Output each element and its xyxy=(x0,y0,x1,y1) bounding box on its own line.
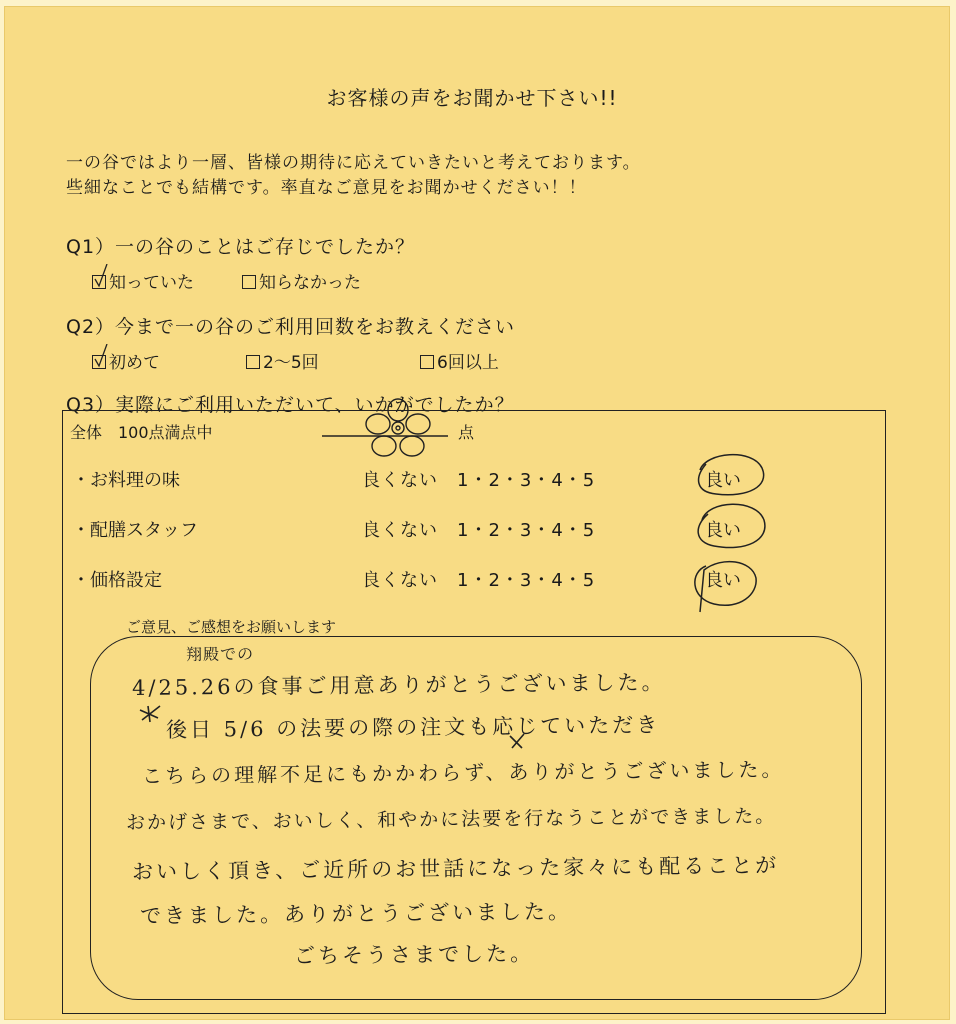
rating-label-staff: ・配膳スタッフ xyxy=(72,520,198,541)
survey-title: お客様の声をお聞かせ下さい!! xyxy=(326,86,618,110)
selected-circle-taste xyxy=(699,455,764,495)
q2-option-label: 初めて xyxy=(109,353,160,373)
rating-high-taste[interactable]: 良い xyxy=(705,470,741,491)
q3-question: Q3）実際にご利用いただいて、いかがでしたか？ xyxy=(66,394,515,416)
comment-line-6: できました。ありがとうございました。 xyxy=(139,899,573,928)
overall-score-label: 全体 100点満点中 xyxy=(70,423,213,442)
overall-score-unit: 点 xyxy=(458,423,475,442)
q2-question: Q2）今まで一の谷のご利用回数をお教えください xyxy=(66,316,516,338)
scale-low-label: 良くない xyxy=(362,520,438,541)
q2-option-label: 2～5回 xyxy=(263,353,319,373)
scale-low-label: 良くない xyxy=(362,570,438,591)
comment-line-4: おかげさまで、おいしく、和やかに法要を行なうことができました。 xyxy=(125,805,777,834)
q1-option-label: 知っていた xyxy=(109,273,194,293)
comment-line-1: 4/25.26の食事ご用意ありがとうございました。 xyxy=(131,670,666,700)
q1-question: Q1）一の谷のことはご存じでしたか？ xyxy=(66,236,416,258)
comment-line-0: 翔殿での xyxy=(185,644,255,664)
rating-high-staff[interactable]: 良い xyxy=(705,520,741,541)
comment-line-3: こちらの理解不足にもかかわらず、ありがとうございました。 xyxy=(141,757,785,788)
flower-drawing-icon xyxy=(366,399,430,456)
rating-label-price: ・価格設定 xyxy=(72,570,162,591)
rating-high-price[interactable]: 良い xyxy=(705,570,741,591)
scale-low-label: 良くない xyxy=(362,470,438,491)
intro-line-2: 些細なことでも結構です。率直なご意見をお聞かせください！！ xyxy=(66,178,587,198)
selected-circle-staff xyxy=(698,504,765,547)
rating-label-taste: ・お料理の味 xyxy=(72,470,180,491)
scale-numbers[interactable]: 1・2・3・4・5 xyxy=(457,570,596,591)
comment-line-5: おいしく頂き、ご近所のお世話になった家々にも配ることが xyxy=(131,853,780,884)
selected-circle-price xyxy=(695,562,756,612)
comment-line-2: 後日 5/6 の法要の際の注文も応じていただき xyxy=(165,712,661,742)
q2-option-label: 6回以上 xyxy=(437,353,499,373)
scale-numbers[interactable]: 1・2・3・4・5 xyxy=(457,470,596,491)
intro-line-1: 一の谷ではより一層、皆様の期待に応えていきたいと考えております。 xyxy=(66,153,641,173)
scale-numbers[interactable]: 1・2・3・4・5 xyxy=(457,520,596,541)
comment-prompt: ご意見、ご感想をお願いします xyxy=(126,618,337,636)
q1-option-label: 知らなかった xyxy=(259,273,361,293)
comment-line-7: ごちそうさまでした。 xyxy=(293,941,535,968)
